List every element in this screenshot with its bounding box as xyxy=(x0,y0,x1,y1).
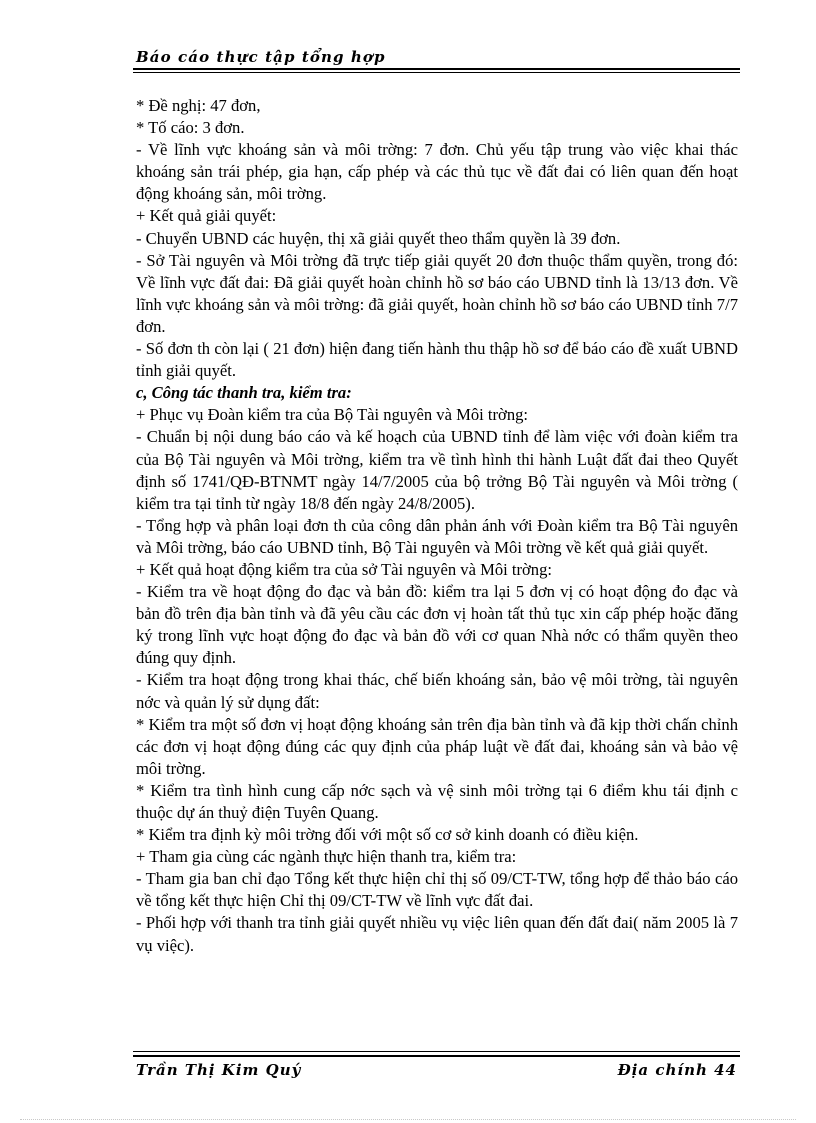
paragraph: * Kiểm tra định kỳ môi trờng đối với một số cơ sở kinh doanh có điều kiện. xyxy=(136,825,639,845)
paragraph: * Tố cáo: 3 đơn. xyxy=(136,118,245,138)
paragraph: - Về lĩnh vực khoáng sản và môi trờng: 7 đơn. Chủ yếu tập trung vào việc khai thác khoáng sản trái phép, gia hạn, cấp phép và các thủ tục về đất đai có liên quan đến hoạt động khoáng sản, môi trờng. xyxy=(136,140,738,204)
paragraph: - Chuẩn bị nội dung báo cáo và kế hoạch của UBND tỉnh để làm việc với đoàn kiểm tra của Bộ Tài nguyên và Môi trờng, kiểm tra về tình hình thi hành Luật đất đai theo Quyết định số 1741/QĐ-BTNMT ngày 14/7/2005 của bộ trởng Bộ Tài nguyên và Môi trờng ( kiểm tra tại tỉnh từ ngày 18/8 đến ngày 24/8/2005). xyxy=(136,427,738,513)
header-rule-thick xyxy=(133,68,740,70)
paragraph: - Kiểm tra hoạt động trong khai thác, chế biến khoáng sản, bảo vệ môi trờng, tài nguyên nớc và quản lý sử dụng đất: xyxy=(136,670,738,712)
paragraph: * Đề nghị: 47 đơn, xyxy=(136,96,261,115)
paragraph: - Sở Tài nguyên và Môi trờng đã trực tiếp giải quyết 20 đơn thuộc thẩm quyền, trong đó: Về lĩnh vực đất đai: Đã giải quyết hoàn chỉnh hồ sơ báo cáo UBND tỉnh là 13/13 đơn. Về lĩnh vực khoáng sản và môi trờng: đã giải quyết, hoàn chỉnh hồ sơ báo cáo UBND tỉnh 7/7 đơn. xyxy=(136,250,738,336)
section-heading: c, Công tác thanh tra, kiểm tra: xyxy=(136,383,352,403)
paragraph: + Kết quả hoạt động kiểm tra của sở Tài nguyên và Môi trờng: xyxy=(136,559,553,579)
paragraph: + Kết quả giải quyết: xyxy=(136,206,277,226)
paragraph: - Chuyển UBND các huyện, thị xã giải quyết theo thẩm quyền là 39 đơn. xyxy=(136,228,621,248)
paragraph: - Số đơn th còn lại ( 21 đơn) hiện đang tiến hành thu thập hồ sơ để báo cáo đề xuất UBND tỉnh giải quyết. xyxy=(136,339,738,381)
paragraph: * Kiểm tra tình hình cung cấp nớc sạch và vệ sinh môi trờng tại 6 điểm khu tái định c thuộc dự án thuỷ điện Tuyên Quang. xyxy=(136,780,738,822)
paragraph: - Kiểm tra về hoạt động đo đạc và bản đồ: kiểm tra lại 5 đơn vị có hoạt động đo đạc và bản đồ trên địa bàn tỉnh và đã yêu cầu các đơn vị hoàn tất thủ tục xin cấp phép hoặc đăng ký trong lĩnh vực hoạt động đo đạc và bản đồ với cơ quan Nhà nớc có thẩm quyền theo đúng quy định. xyxy=(136,582,738,668)
header-rule-thin xyxy=(133,72,740,73)
paragraph: + Phục vụ Đoàn kiểm tra của Bộ Tài nguyên và Môi trờng: xyxy=(136,405,529,425)
paragraph: + Tham gia cùng các ngành thực hiện thanh tra, kiểm tra: xyxy=(136,847,517,867)
body-text xyxy=(136,95,738,957)
footer-class-label: Địa chính 44 xyxy=(617,1061,737,1079)
paragraph: - Tham gia ban chỉ đạo Tổng kết thực hiện chỉ thị số 09/CT-TW, tổng hợp để thảo báo cáo về tổng kết thực hiện Chỉ thị 09/CT-TW về lĩnh vực đất đai. xyxy=(136,869,738,911)
paragraph: * Kiểm tra một số đơn vị hoạt động khoáng sản trên địa bàn tỉnh và đã kịp thời chấn chỉnh các đơn vị hoạt động đúng các quy định của pháp luật về đất đai, khoáng sản và bảo vệ môi trờng. xyxy=(136,714,738,778)
paragraph: - Phối hợp với thanh tra tỉnh giải quyết nhiều vụ việc liên quan đến đất đai( năm 2005 là 7 vụ việc). xyxy=(136,913,738,955)
paragraph: - Tổng hợp và phân loại đơn th của công dân phản ánh với Đoàn kiểm tra Bộ Tài nguyên và Môi trờng, báo cáo UBND tỉnh, Bộ Tài nguyên và Môi trờng về kết quả giải quyết. xyxy=(136,515,738,557)
page-edge-dots xyxy=(20,1119,796,1120)
footer-rule-thick xyxy=(133,1055,740,1057)
header-title: Báo cáo thực tập tổng hợp xyxy=(136,48,386,66)
footer-rule-thin xyxy=(133,1051,740,1052)
footer-author: Trần Thị Kim Quý xyxy=(136,1061,302,1079)
